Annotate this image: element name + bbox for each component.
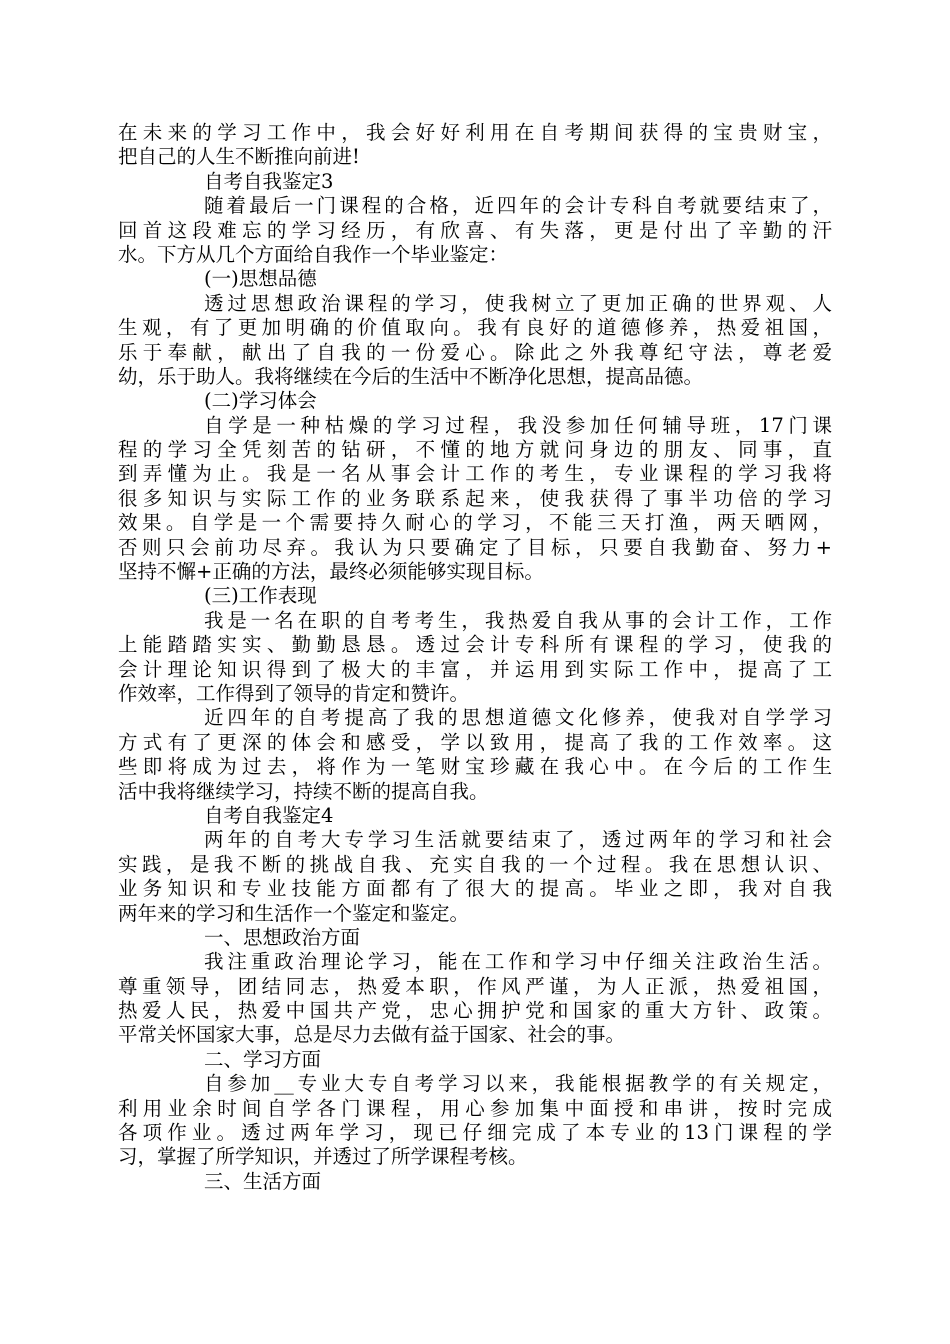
text-line: 生观，有了更加明确的价值取向。我有良好的道德修养，热爱祖国， [118,316,832,340]
text-line: 随着最后一门课程的合格，近四年的会计专科自考就要结束了， [204,194,832,218]
text-line: 程的学习全凭刻苦的钻研，不懂的地方就问身边的朋友、同事，直 [118,438,832,462]
paragraph [118,828,832,926]
section-heading [118,1170,832,1194]
text-line: 二、学习方面 [204,1047,322,1071]
text-line: 业务知识和专业技能方面都有了很大的提高。毕业之即，我对自我 [118,877,832,901]
text-line: 实践，是我不断的挑战自我、充实自我的一个过程。我在思想认识、 [118,852,832,876]
text-line: 平常关怀国家大事，总是尽力去做有益于国家、社会的事。 [118,1023,626,1047]
section-heading [118,804,832,828]
text-line: 自考自我鉴定3 [204,169,334,193]
text-line: 否则只会前功尽弃。我认为只要确定了目标，只要自我勤奋、努力+ [118,535,832,559]
text-line: (一)思想品德 [204,267,317,291]
text-line: 自学是一种枯燥的学习过程，我没参加任何辅导班，17门课 [204,413,832,437]
text-line: 幼，乐于助人。我将继续在今后的生活中不断净化思想，提高品德。 [118,364,704,388]
text-line: 两年的自考大专学习生活就要结束了，透过两年的学习和社会 [204,828,832,852]
text-line: 自考自我鉴定4 [204,803,334,827]
text-line: 方式有了更深的体会和感受，学以致用，提高了我的工作效率。这 [118,730,832,754]
text-line: 效果。自学是一个需要持久耐心的学习，不能三天打渔，两天晒网， [118,511,832,535]
text-line: 到弄懂为止。我是一名从事会计工作的考生，专业课程的学习我将 [118,462,832,486]
text-line: 乐于奉献，献出了自我的一份爱心。除此之外我尊纪守法，尊老爱 [118,340,832,364]
text-line: 透过思想政治课程的学习，使我树立了更加正确的世界观、人 [204,291,832,315]
text-line: 三、生活方面 [204,1169,322,1193]
text-line: 上能踏踏实实、勤勤恳恳。透过会计专科所有课程的学习，使我的 [118,633,832,657]
section-heading [118,584,832,608]
paragraph [118,194,832,267]
text-line: (二)学习体会 [204,389,317,413]
text-line: 热爱人民，热爱中国共产党，忠心拥护党和国家的重大方针、政策。 [118,999,832,1023]
text-line: 活中我将继续学习，持续不断的提高自我。 [118,779,489,803]
text-line: 利用业余时间自学各门课程，用心参加集中面授和串讲，按时完成 [118,1096,832,1120]
paragraph [118,292,832,390]
text-line: 尊重领导，团结同志，热爱本职，作风严谨，为人正派，热爱祖国， [118,974,832,998]
paragraph [118,1072,832,1170]
section-heading [118,170,832,194]
text-line: 作效率，工作得到了领导的肯定和赞许。 [118,681,470,705]
text-line: 坚持不懈+正确的方法，最终必须能够实现目标。 [118,560,544,584]
section-heading [118,926,832,950]
text-line: 在未来的学习工作中，我会好好利用在自考期间获得的宝贵财宝， [118,121,832,144]
paragraph [118,706,832,804]
text-line: 会计理论知识得到了极大的丰富，并运用到实际工作中，提高了工 [118,657,832,681]
text-line: 很多知识与实际工作的业务联系起来，使我获得了事半功倍的学习 [118,486,832,510]
text-line: 我注重政治理论学习，能在工作和学习中仔细关注政治生活。 [204,950,832,974]
document-page [118,121,832,1194]
section-heading [118,1048,832,1072]
text-line: 近四年的自考提高了我的思想道德文化修养，使我对自学学习 [204,706,832,730]
text-line: 两年来的学习和生活作一个鉴定和鉴定。 [118,901,470,925]
text-line: 各项作业。透过两年学习，现已仔细完成了本专业的13门课程的学 [118,1121,832,1145]
paragraph [118,609,832,707]
paragraph [118,121,832,170]
paragraph [118,414,832,585]
text-line: 水。下方从几个方面给自我作一个毕业鉴定： [118,242,509,266]
text-line: 自参加__专业大专自考学习以来，我能根据教学的有关规定， [204,1072,832,1096]
text-line: 回首这段难忘的学习经历，有欣喜、有失落，更是付出了辛勤的汗 [118,218,832,242]
paragraph [118,950,832,1048]
text-line: 习，掌握了所学知识，并透过了所学课程考核。 [118,1145,528,1169]
section-heading [118,389,832,413]
text-line: 我是一名在职的自考考生，我热爱自我从事的会计工作，工作 [204,608,832,632]
text-line: 些即将成为过去，将作为一笔财宝珍藏在我心中。在今后的工作生 [118,755,832,779]
section-heading [118,267,832,291]
text-line: 一、思想政治方面 [204,925,361,949]
text-line: (三)工作表现 [204,584,317,608]
text-line: 把自己的人生不断推向前进! [118,145,360,169]
